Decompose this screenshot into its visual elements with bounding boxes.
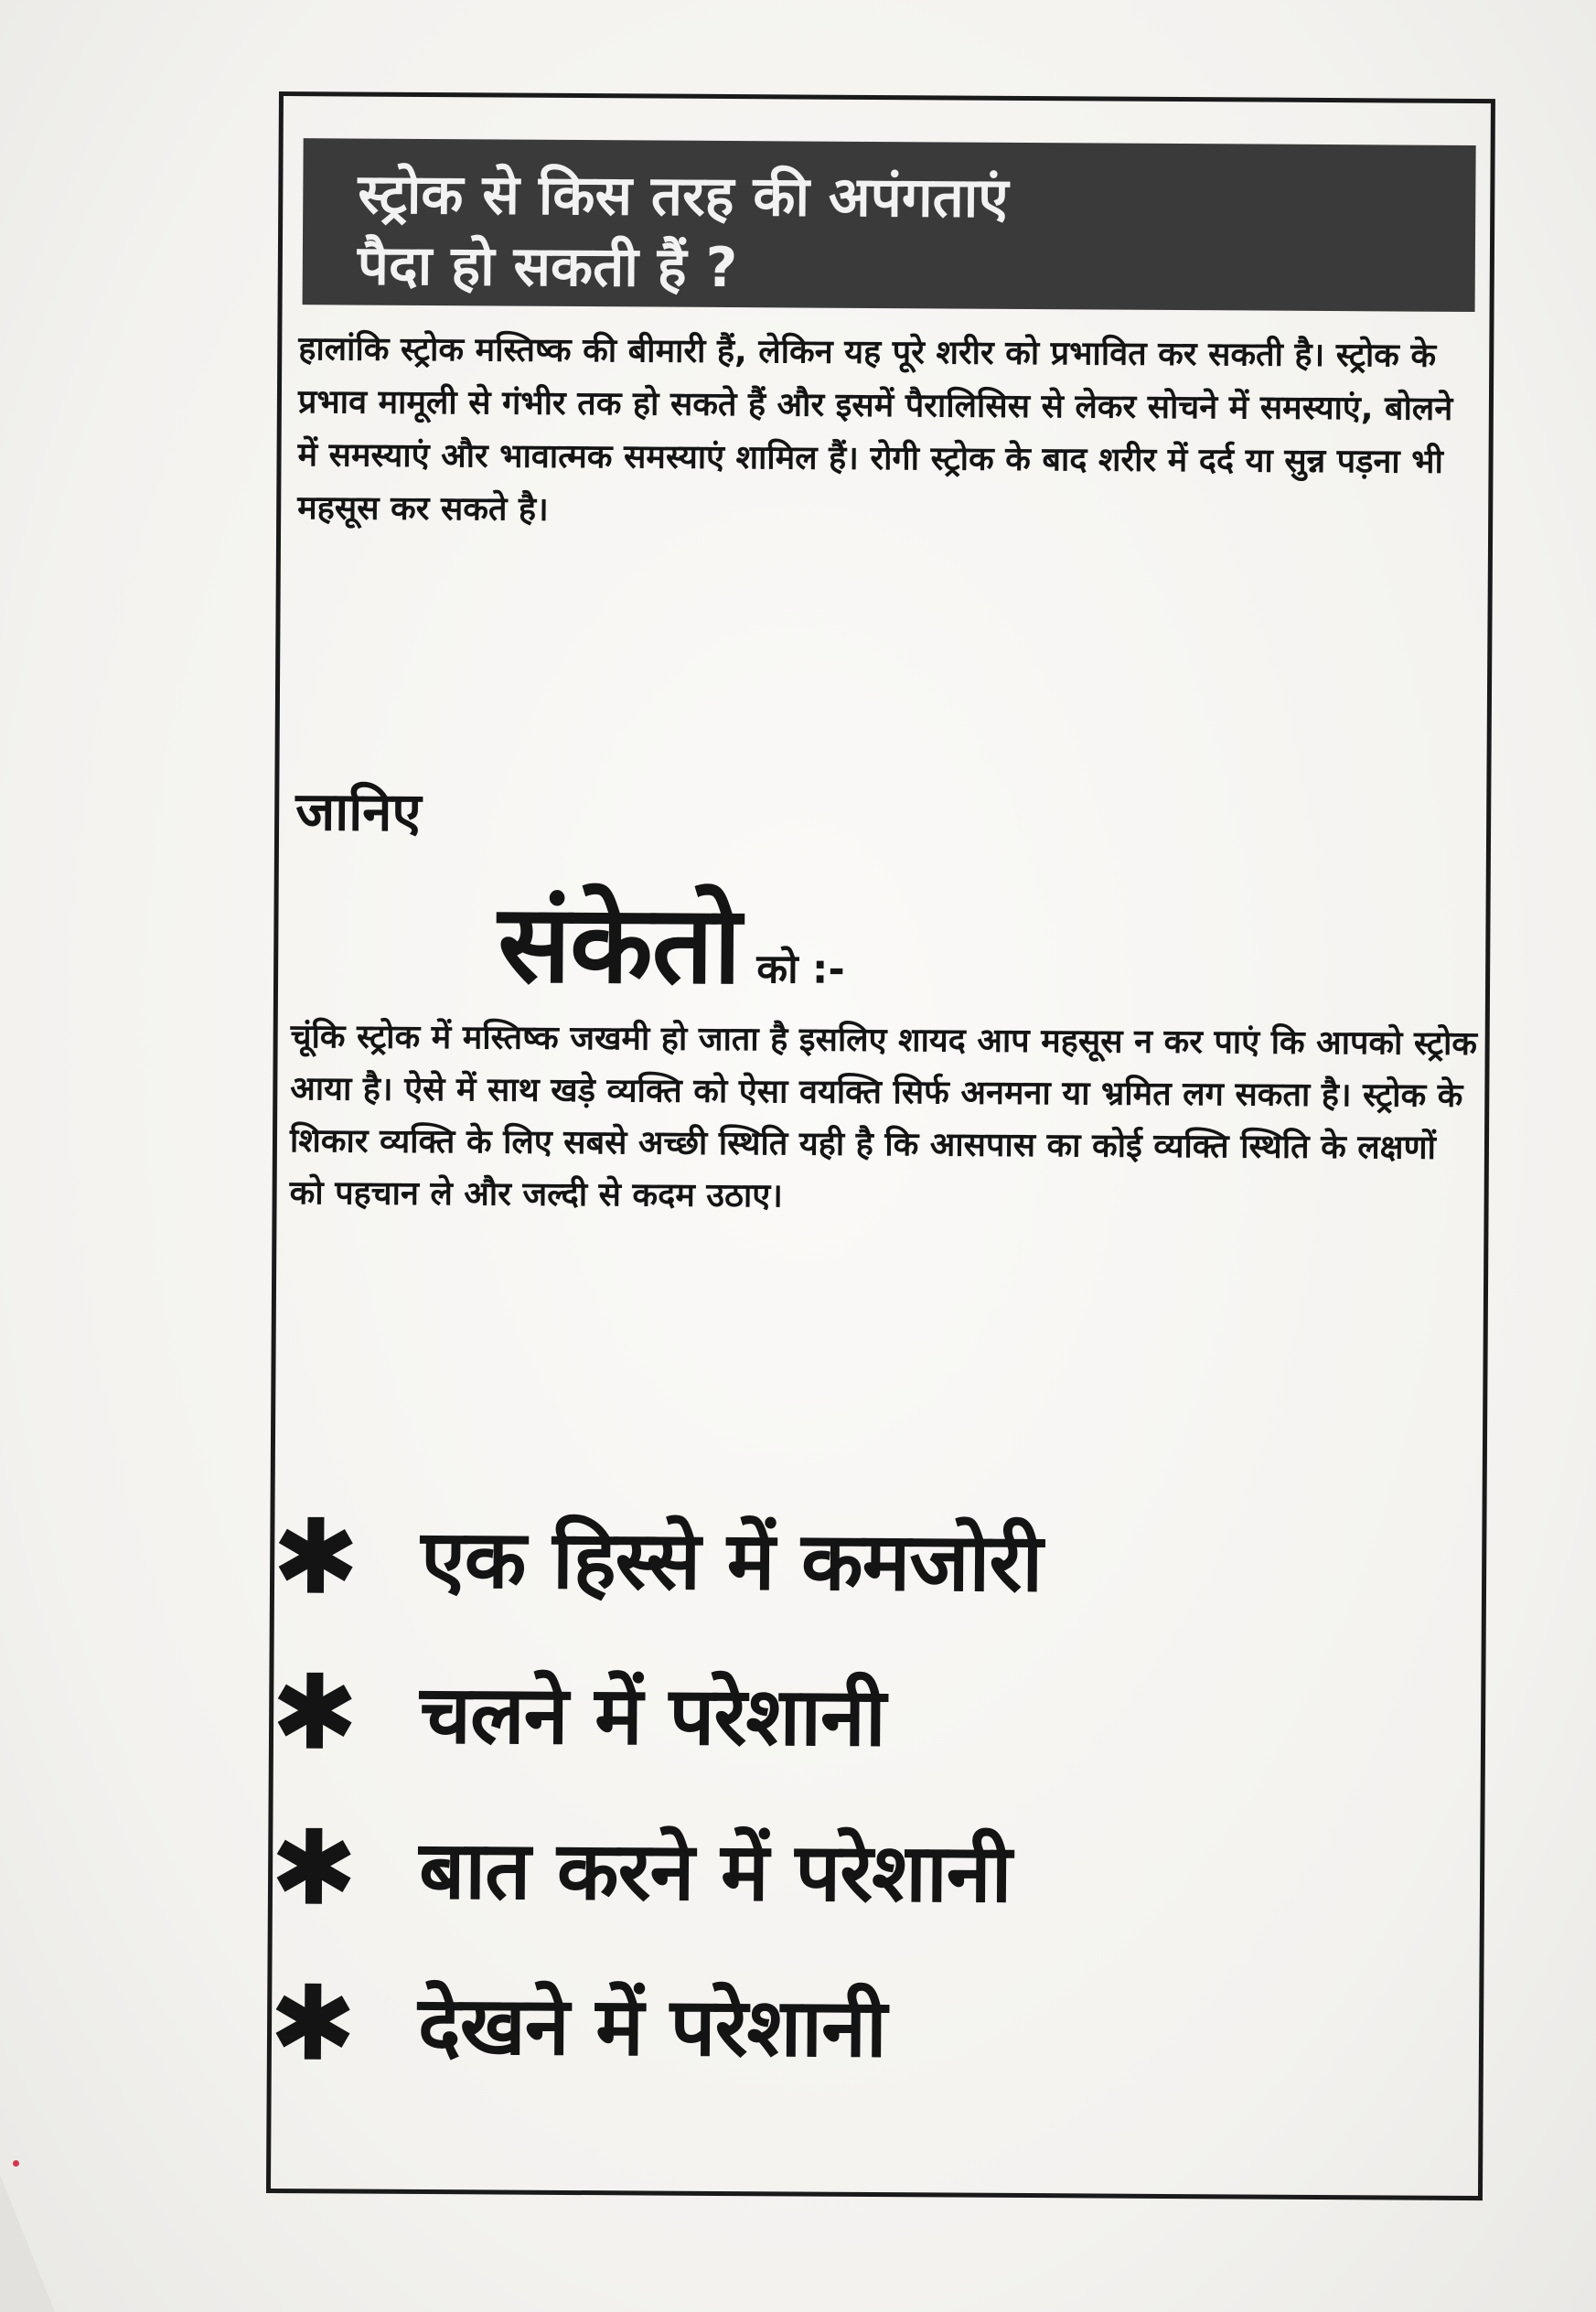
list-item xyxy=(273,1788,1472,1951)
symptom-text: चलने में परेशानी xyxy=(419,1666,885,1765)
asterisk-icon xyxy=(274,1514,358,1597)
list-item xyxy=(273,1632,1473,1795)
signs-suffix: को :- xyxy=(756,946,845,993)
heading-banner xyxy=(303,138,1476,312)
list-item xyxy=(274,1477,1473,1640)
red-speck xyxy=(13,2160,19,2167)
page-fold xyxy=(0,2175,55,2312)
article-frame xyxy=(266,91,1495,2200)
signs-word: संकेतो xyxy=(497,880,741,1009)
list-item xyxy=(272,1943,1471,2106)
asterisk-icon xyxy=(273,1825,356,1908)
symptom-text: बात करने में परेशानी xyxy=(418,1822,1012,1921)
intro-paragraph: हालांकि स्ट्रोक मस्तिष्क की बीमारी हैं, लेकिन यह पूरे शरीर को प्रभावित कर सकती है। स्ट्रोक के प्रभाव मामूली से गंभीर तक हो सकते हैं और इसमें पैरालिसिस से लेकर सोचने में समस्याएं, बोलने में समस्याएं और भावात्मक समस्याएं शामिल हैं। रोगी स्ट्रोक के बाद शरीर में दर्द या सुन्न पड़ना भी महसूस कर सकते है। xyxy=(297,330,1453,529)
awareness-paragraph: चूंकि स्ट्रोक में मस्तिष्क जखमी हो जाता है इसलिए शायद आप महसूस न कर पाएं कि आपको स्ट्रोक आया है। ऐसे में साथ खड़े व्यक्ति को ऐसा वयक्ति सिर्फ अनमना या भ्रमित लग सकता है। स्ट्रोक के शिकार व्यक्ति के लिए सबसे अच्छी स्थिति यही है कि आसपास का कोई व्यक्ति स्थिति के लक्षणों को पहचान ले और जल्दी से कदम उठाए। xyxy=(289,1018,1478,1215)
asterisk-icon xyxy=(272,1980,355,2063)
asterisk-icon xyxy=(273,1669,357,1752)
heading-line-2: पैदा हो सकती हैं ? xyxy=(357,233,738,301)
heading-line-1: स्ट्रोक से किस तरह की अपंगताएं xyxy=(358,162,1009,230)
signs-heading xyxy=(498,865,846,1014)
symptom-text: एक हिस्से में कमजोरी xyxy=(420,1511,1043,1611)
symptom-list xyxy=(272,1477,1473,2106)
symptom-text: देखने में परेशानी xyxy=(417,1977,887,2076)
know-label: जानिए xyxy=(295,780,422,843)
